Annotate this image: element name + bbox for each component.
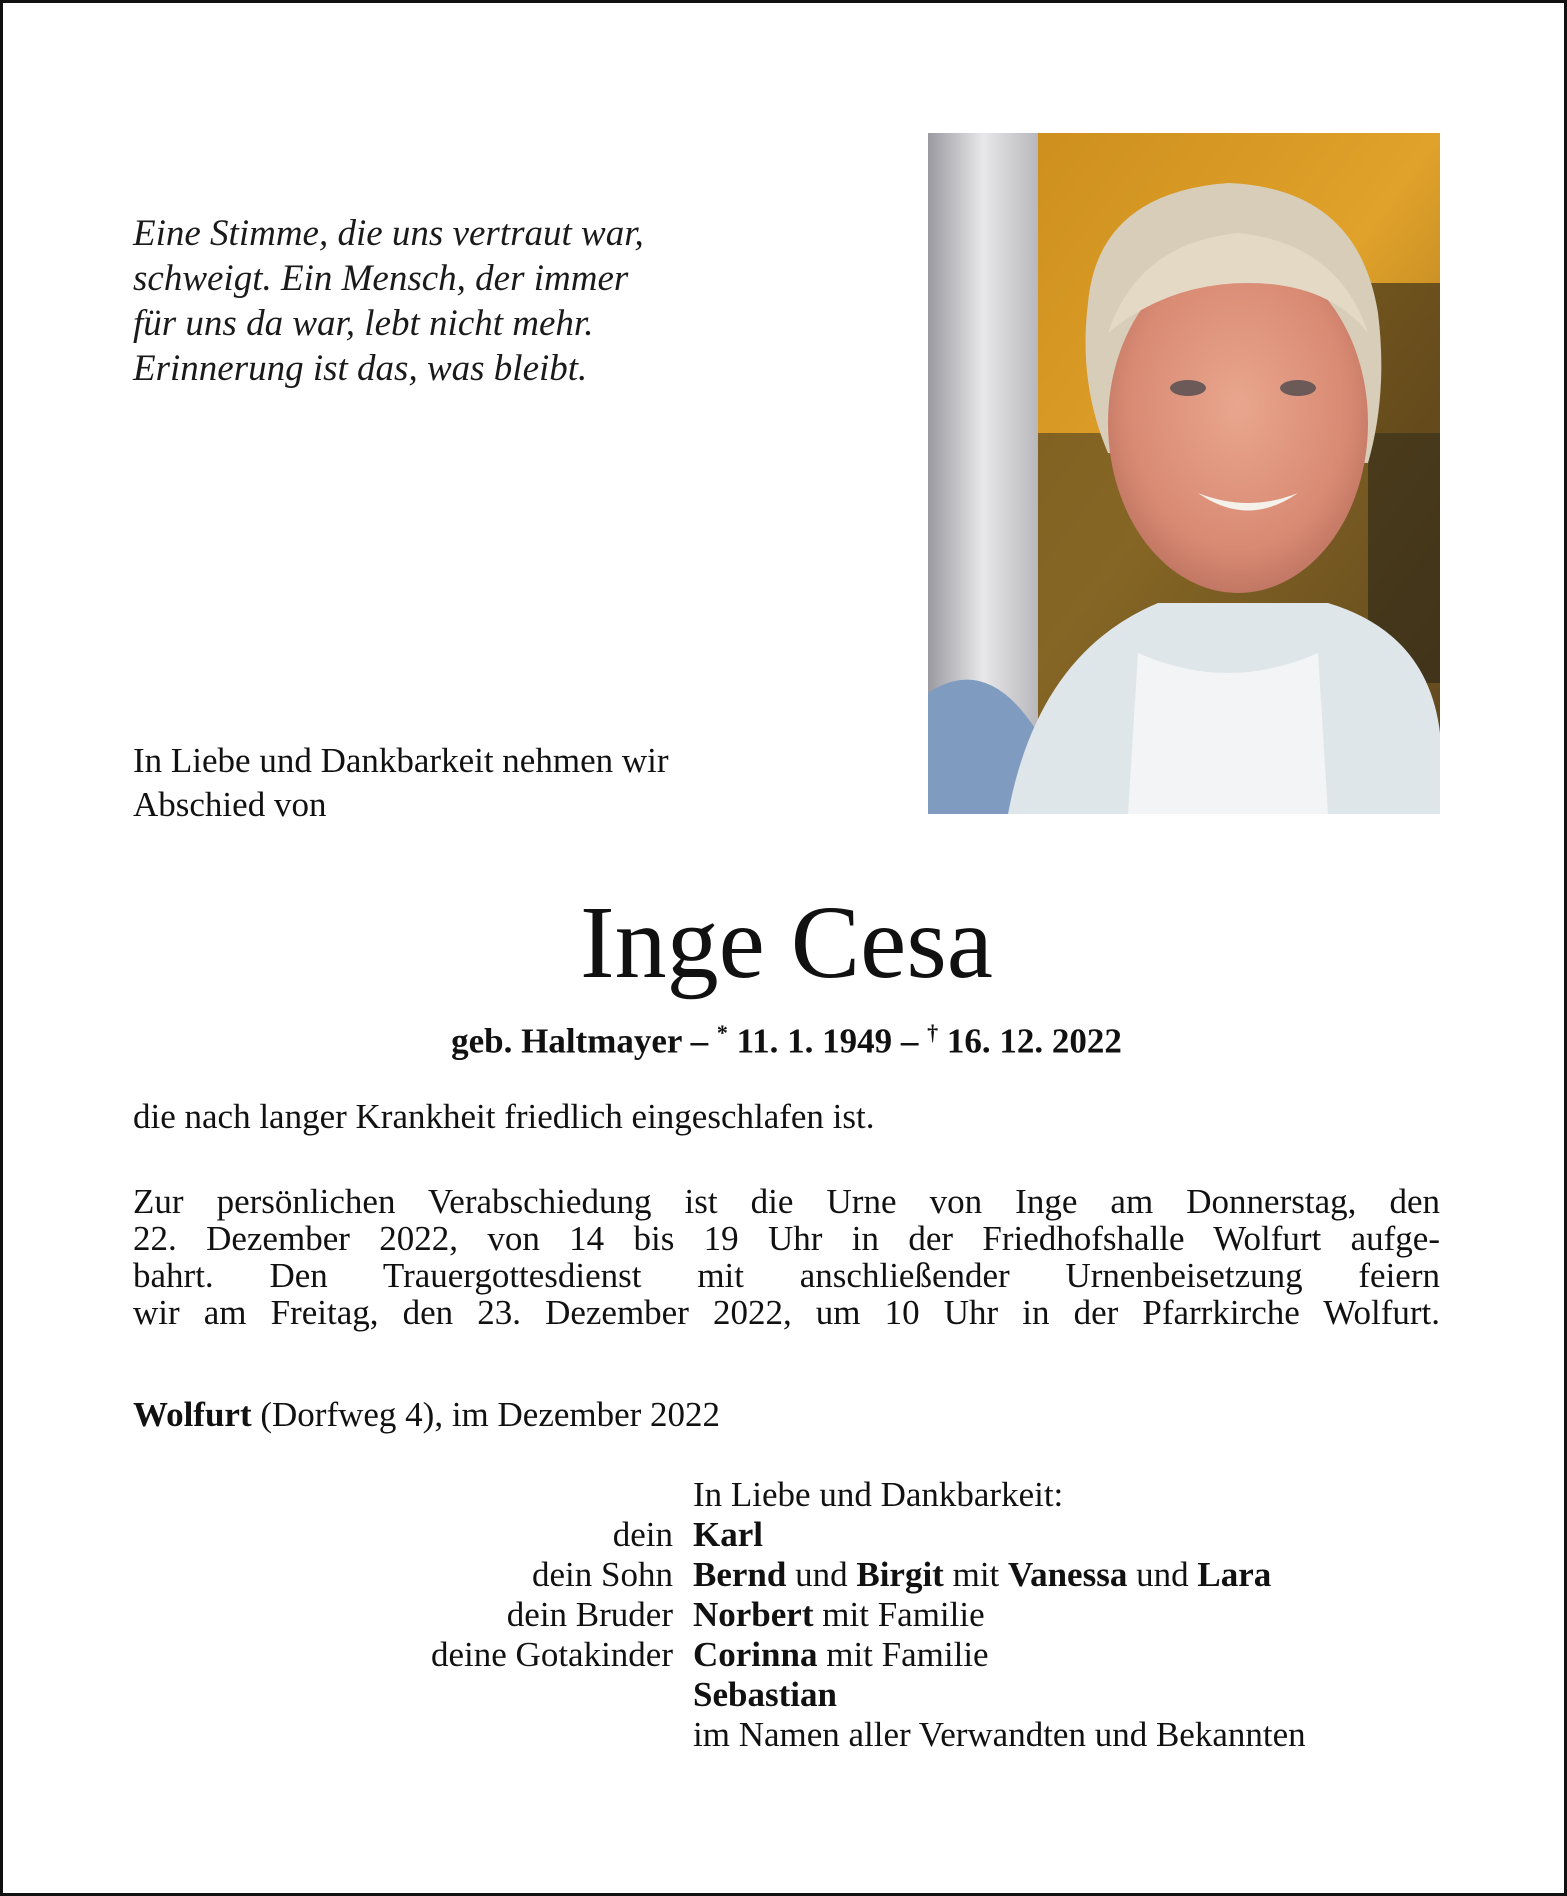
connector: und (786, 1555, 857, 1594)
mourner-row (133, 1515, 1443, 1555)
relation: dein (612, 1515, 673, 1554)
connector: mit (943, 1555, 1009, 1594)
poem-line: schweigt. Ein Mensch, der immer (133, 258, 629, 299)
mourner-name: Lara (1197, 1555, 1272, 1594)
life-dates (3, 1008, 1567, 1067)
mourner-name: Corinna (693, 1635, 818, 1674)
death-date: 16. 12. 2022 (946, 1021, 1122, 1061)
place-date-line (133, 1396, 1440, 1433)
mourner-name: Bernd (693, 1555, 787, 1594)
separator: – (690, 1021, 709, 1061)
mourner-row (133, 1675, 1443, 1715)
service-line: 22. Dezember 2022, von 14 bis 19 Uhr in der Friedhofshalle Wolfurt aufge- (133, 1219, 1440, 1258)
mourner-name: Birgit (856, 1555, 944, 1594)
mourners-closing: im Namen aller Verwandten und Bekannten (693, 1715, 1306, 1754)
relation: dein Sohn (532, 1555, 673, 1594)
service-announcement (133, 1183, 1440, 1331)
farewell-intro (133, 739, 669, 827)
mourner-row (133, 1635, 1443, 1675)
connector: mit Familie (817, 1635, 989, 1674)
birth-symbol: * (716, 1020, 728, 1045)
poem-line: für uns da war, lebt nicht mehr. (133, 303, 594, 344)
portrait-photo (928, 133, 1440, 814)
separator: – (900, 1021, 919, 1061)
relation (133, 1675, 693, 1715)
mourner-name: Sebastian (693, 1675, 837, 1714)
death-symbol: † (927, 1020, 939, 1045)
town: Wolfurt (133, 1395, 252, 1434)
address-date: (Dorfweg 4), im Dezember 2022 (251, 1395, 721, 1434)
relation: dein Bruder (506, 1595, 673, 1634)
intro-line: Abschied von (133, 785, 327, 824)
mourner-name: Vanessa (1008, 1555, 1128, 1594)
connector: mit Familie (813, 1595, 985, 1634)
passing-statement: die nach langer Krankheit friedlich eingeschlafen ist. (133, 1097, 875, 1136)
intro-line: In Liebe und Dankbarkeit nehmen wir (133, 741, 669, 780)
mourner-name: Norbert (693, 1595, 814, 1634)
birth-name: geb. Haltmayer (451, 1021, 682, 1061)
service-line: bahrt. Den Trauergottesdienst mit anschließender Urnenbeisetzung feiern (133, 1256, 1440, 1295)
mourner-row (133, 1555, 1443, 1595)
mourners-list (133, 1475, 1443, 1755)
memorial-poem (133, 211, 644, 391)
relation: deine Gotakinder (431, 1635, 673, 1674)
birth-date: 11. 1. 1949 (736, 1021, 893, 1061)
deceased-name: Inge Cesa (580, 885, 993, 1000)
mourner-row (133, 1595, 1443, 1635)
mourners-heading: In Liebe und Dankbarkeit: (693, 1475, 1064, 1514)
service-line: Zur persönlichen Verabschiedung ist die Urne von Inge am Donnerstag, den (133, 1182, 1440, 1221)
poem-line: Erinnerung ist das, was bleibt. (133, 348, 588, 389)
poem-line: Eine Stimme, die uns vertraut war, (133, 213, 644, 254)
connector: und (1127, 1555, 1198, 1594)
mourner-name: Karl (693, 1515, 763, 1554)
service-line: wir am Freitag, den 23. Dezember 2022, um 10 Uhr in der Pfarrkirche Wolfurt. (133, 1293, 1440, 1332)
